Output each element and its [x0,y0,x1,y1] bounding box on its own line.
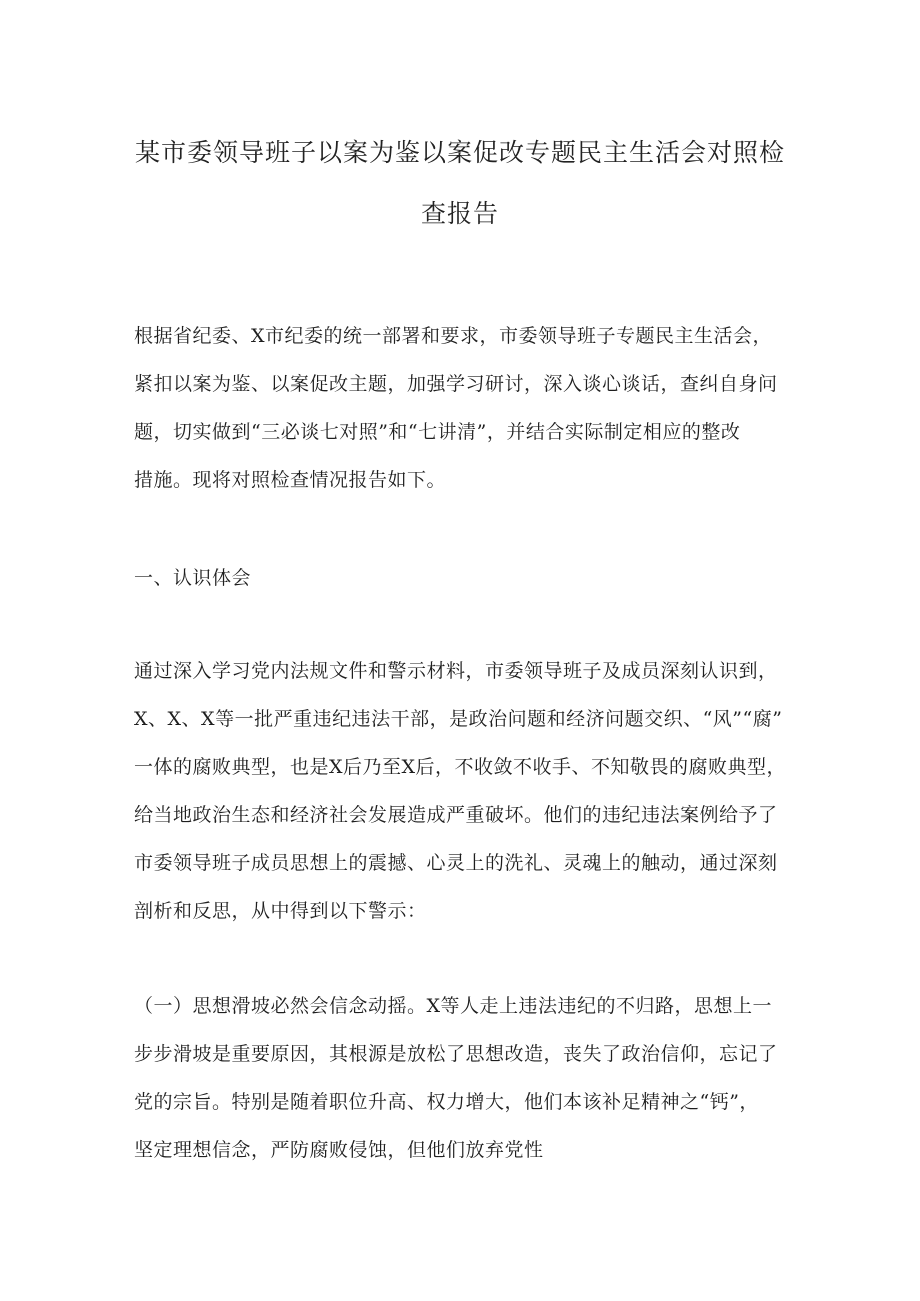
warning-paragraph [134,982,794,1174]
section-heading-text: 一、认识体会 [134,567,252,589]
intro-line: 紧扣以案为鉴、以案促改主题，加强学习研讨，深入谈心谈话，查纠自身问 [134,373,778,395]
document-title-line-2: 查报告 [420,199,499,228]
understanding-line: X、X、X等一批严重违纪违法干部，是政治问题和经济问题交织、“风”“腐” [134,708,783,730]
warning-line: 党的宗旨。特别是随着职位升高、权力增大，他们本该补足精神之“钙”， [134,1091,759,1113]
section-heading [134,554,794,602]
document-title-line-1: 某市委领导班子以案为鉴以案促改专题民主生活会对照检 [134,138,785,167]
intro-line: 根据省纪委、X市纪委的统一部署和要求，市委领导班子专题民主生活会， [134,325,773,347]
intro-paragraph [134,312,794,504]
understanding-line: 一体的腐败典型，也是X后乃至X后，不收敛不收手、不知敬畏的腐败典型， [134,756,787,778]
intro-line: 措施。现将对照检查情况报告如下。 [134,469,447,491]
understanding-line: 市委领导班子成员思想上的震撼、心灵上的洗礼、灵魂上的触动，通过深刻 [134,852,778,874]
understanding-line: 给当地政治生态和经济社会发展造成严重破坏。他们的违纪违法案例给予了 [134,804,778,826]
understanding-paragraph [134,647,794,935]
understanding-line: 剖析和反思，从中得到以下警示： [134,900,427,922]
intro-line: 题，切实做到“三必谈七对照”和“七讲清”，并结合实际制定相应的整改 [134,421,741,443]
warning-line: 坚定理想信念，严防腐败侵蚀，但他们放弃党性 [134,1139,544,1161]
warning-line: 步步滑坡是重要原因，其根源是放松了思想改造，丧失了政治信仰，忘记了 [134,1043,778,1065]
understanding-line: 通过深入学习党内法规文件和警示材料，市委领导班子及成员深刻认识到， [134,660,778,682]
warning-line: （一）思想滑坡必然会信念动摇。X等人走上违法违纪的不归路，思想上一 [134,995,773,1017]
